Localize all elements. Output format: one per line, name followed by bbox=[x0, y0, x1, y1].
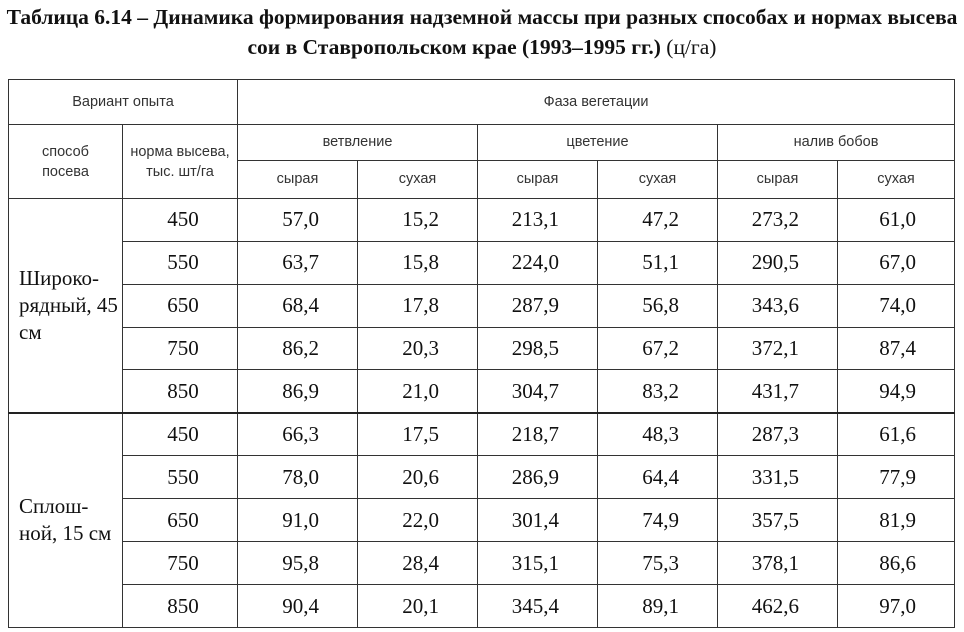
table-caption bbox=[0, 2, 964, 62]
header-dry: сухая bbox=[598, 160, 718, 198]
caption-title: Динамика формирования надземной массы при разных способах и нормах высева сои в Ставропольском крае (1993–1995 гг.) bbox=[153, 5, 958, 59]
value-cell: 331,5 bbox=[718, 456, 838, 499]
table-row bbox=[9, 241, 955, 284]
value-cell: 304,7 bbox=[478, 370, 598, 413]
norm-cell: 850 bbox=[123, 370, 238, 413]
header-phase-pod-filling: налив бобов bbox=[718, 125, 955, 160]
table-row bbox=[9, 198, 955, 241]
norm-cell: 450 bbox=[123, 198, 238, 241]
value-cell: 378,1 bbox=[718, 542, 838, 585]
table-row bbox=[9, 499, 955, 542]
norm-cell: 750 bbox=[123, 542, 238, 585]
value-cell: 17,5 bbox=[358, 413, 478, 456]
table-row bbox=[9, 456, 955, 499]
table-row bbox=[9, 284, 955, 327]
table-row bbox=[9, 413, 955, 456]
value-cell: 61,6 bbox=[838, 413, 955, 456]
value-cell: 87,4 bbox=[838, 327, 955, 370]
header-wet: сырая bbox=[718, 160, 838, 198]
value-cell: 431,7 bbox=[718, 370, 838, 413]
table-row bbox=[9, 585, 955, 628]
value-cell: 68,4 bbox=[238, 284, 358, 327]
value-cell: 97,0 bbox=[838, 585, 955, 628]
header-phase: Фаза вегетации bbox=[238, 80, 955, 125]
value-cell: 81,9 bbox=[838, 499, 955, 542]
value-cell: 67,2 bbox=[598, 327, 718, 370]
value-cell: 345,4 bbox=[478, 585, 598, 628]
header-phase-flowering: цветение bbox=[478, 125, 718, 160]
value-cell: 315,1 bbox=[478, 542, 598, 585]
value-cell: 213,1 bbox=[478, 198, 598, 241]
table-row bbox=[9, 370, 955, 413]
value-cell: 22,0 bbox=[358, 499, 478, 542]
value-cell: 57,0 bbox=[238, 198, 358, 241]
caption-unit: (ц/га) bbox=[660, 35, 717, 59]
header-dry: сухая bbox=[358, 160, 478, 198]
value-cell: 287,3 bbox=[718, 413, 838, 456]
norm-cell: 650 bbox=[123, 499, 238, 542]
value-cell: 64,4 bbox=[598, 456, 718, 499]
value-cell: 21,0 bbox=[358, 370, 478, 413]
value-cell: 17,8 bbox=[358, 284, 478, 327]
value-cell: 56,8 bbox=[598, 284, 718, 327]
norm-cell: 550 bbox=[123, 456, 238, 499]
value-cell: 298,5 bbox=[478, 327, 598, 370]
value-cell: 67,0 bbox=[838, 241, 955, 284]
value-cell: 74,0 bbox=[838, 284, 955, 327]
header-norm: норма высева, тыс. шт/га bbox=[123, 125, 238, 199]
value-cell: 357,5 bbox=[718, 499, 838, 542]
value-cell: 66,3 bbox=[238, 413, 358, 456]
norm-cell: 850 bbox=[123, 585, 238, 628]
value-cell: 28,4 bbox=[358, 542, 478, 585]
value-cell: 63,7 bbox=[238, 241, 358, 284]
value-cell: 15,8 bbox=[358, 241, 478, 284]
value-cell: 86,9 bbox=[238, 370, 358, 413]
value-cell: 372,1 bbox=[718, 327, 838, 370]
header-method: способ посева bbox=[9, 125, 123, 199]
value-cell: 286,9 bbox=[478, 456, 598, 499]
value-cell: 89,1 bbox=[598, 585, 718, 628]
value-cell: 218,7 bbox=[478, 413, 598, 456]
data-table bbox=[8, 79, 955, 628]
norm-cell: 750 bbox=[123, 327, 238, 370]
group-name-cell: Широко-рядный, 45 см bbox=[9, 198, 123, 413]
group-name-cell: Сплош-ной, 15 см bbox=[9, 413, 123, 628]
value-cell: 51,1 bbox=[598, 241, 718, 284]
norm-cell: 650 bbox=[123, 284, 238, 327]
value-cell: 61,0 bbox=[838, 198, 955, 241]
norm-cell: 550 bbox=[123, 241, 238, 284]
value-cell: 77,9 bbox=[838, 456, 955, 499]
value-cell: 90,4 bbox=[238, 585, 358, 628]
header-wet: сырая bbox=[478, 160, 598, 198]
value-cell: 343,6 bbox=[718, 284, 838, 327]
value-cell: 273,2 bbox=[718, 198, 838, 241]
header-variant: Вариант опыта bbox=[9, 80, 238, 125]
value-cell: 94,9 bbox=[838, 370, 955, 413]
value-cell: 95,8 bbox=[238, 542, 358, 585]
value-cell: 78,0 bbox=[238, 456, 358, 499]
value-cell: 287,9 bbox=[478, 284, 598, 327]
table-row bbox=[9, 542, 955, 585]
norm-cell: 450 bbox=[123, 413, 238, 456]
value-cell: 290,5 bbox=[718, 241, 838, 284]
value-cell: 462,6 bbox=[718, 585, 838, 628]
value-cell: 20,6 bbox=[358, 456, 478, 499]
value-cell: 301,4 bbox=[478, 499, 598, 542]
caption-dash: – bbox=[131, 5, 154, 29]
value-cell: 86,2 bbox=[238, 327, 358, 370]
value-cell: 20,1 bbox=[358, 585, 478, 628]
value-cell: 91,0 bbox=[238, 499, 358, 542]
header-dry: сухая bbox=[838, 160, 955, 198]
value-cell: 15,2 bbox=[358, 198, 478, 241]
value-cell: 20,3 bbox=[358, 327, 478, 370]
value-cell: 75,3 bbox=[598, 542, 718, 585]
caption-label: Таблица 6.14 bbox=[6, 5, 132, 29]
table-row bbox=[9, 327, 955, 370]
value-cell: 47,2 bbox=[598, 198, 718, 241]
value-cell: 224,0 bbox=[478, 241, 598, 284]
value-cell: 86,6 bbox=[838, 542, 955, 585]
header-wet: сырая bbox=[238, 160, 358, 198]
header-phase-branching: ветвление bbox=[238, 125, 478, 160]
value-cell: 48,3 bbox=[598, 413, 718, 456]
value-cell: 74,9 bbox=[598, 499, 718, 542]
value-cell: 83,2 bbox=[598, 370, 718, 413]
